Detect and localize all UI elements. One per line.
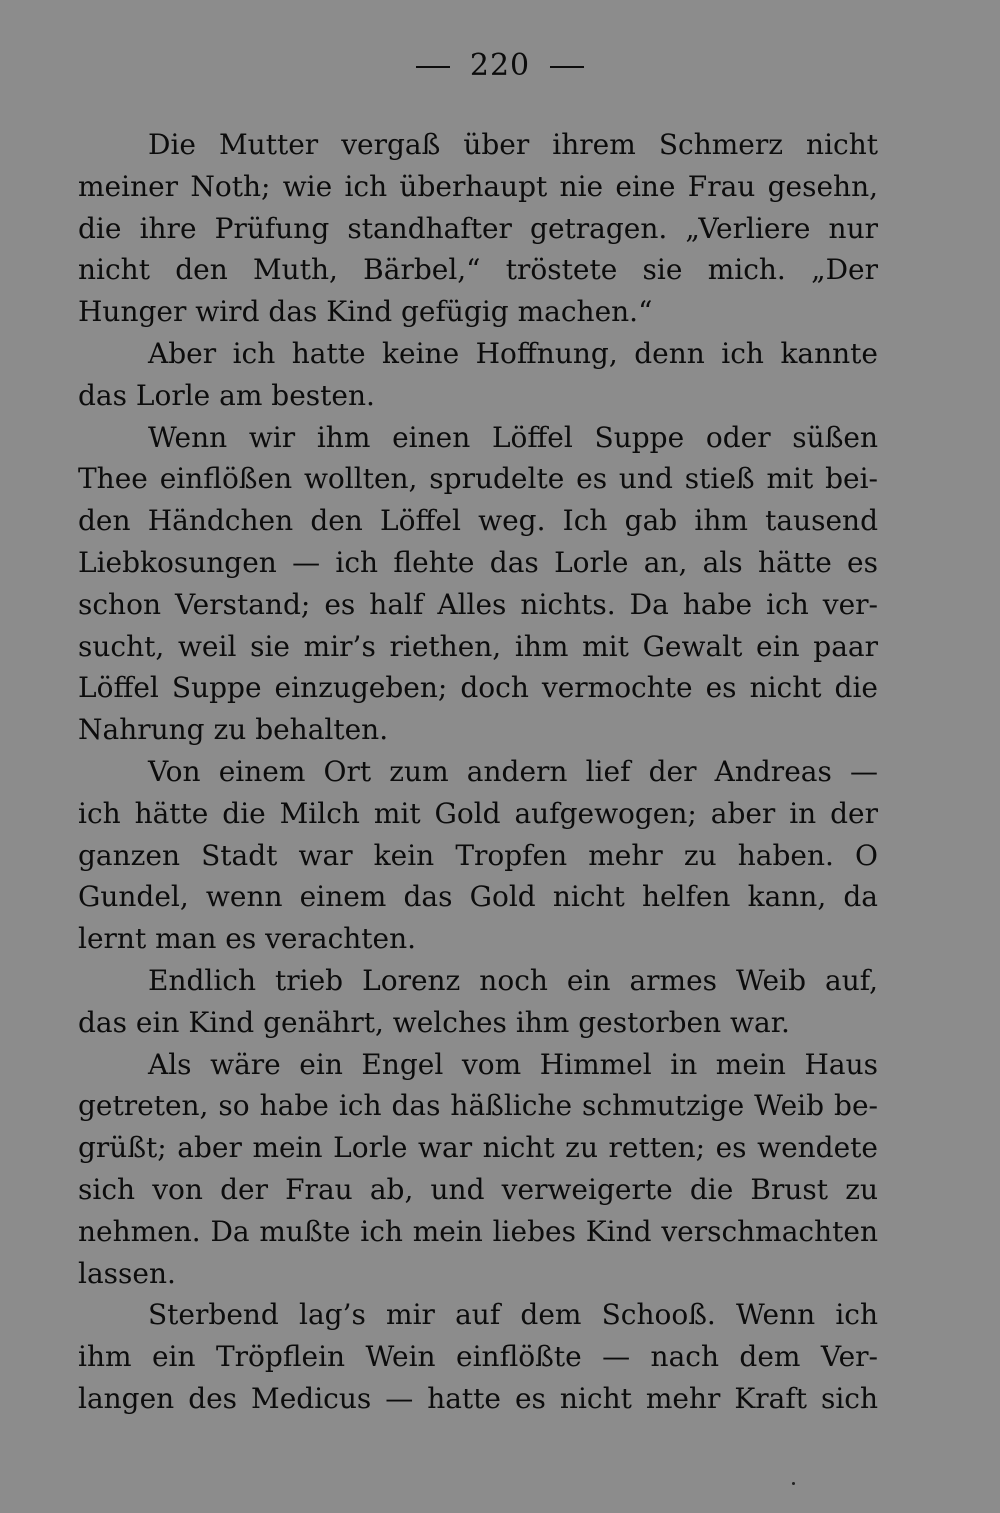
text-line: nicht den Muth, Bärbel,“ tröstete sie mich. „Der bbox=[78, 253, 878, 287]
print-speck bbox=[792, 1482, 795, 1485]
text-line: das Lorle am besten. bbox=[78, 378, 375, 412]
text-line: ihm ein Tröpflein Wein einflößte — nach dem Ver- bbox=[78, 1340, 878, 1374]
text-line: Die Mutter vergaß über ihrem Schmerz nicht bbox=[148, 128, 878, 161]
text-line: langen des Medicus — hatte es nicht mehr Kraft sich bbox=[78, 1381, 878, 1415]
text-line: das ein Kind genährt, welches ihm gestorben war. bbox=[78, 1005, 790, 1039]
page-header bbox=[0, 48, 1000, 83]
text-line: nehmen. Da mußte ich mein liebes Kind verschmachten bbox=[78, 1214, 878, 1248]
text-line: Als wäre ein Engel vom Himmel in mein Haus bbox=[148, 1047, 878, 1081]
text-line: Löffel Suppe einzugeben; doch vermochte es nicht die bbox=[78, 671, 878, 705]
text-line: lassen. bbox=[78, 1256, 176, 1290]
text-line: sich von der Frau ab, und verweigerte die Brust zu bbox=[78, 1172, 878, 1206]
text-line: lernt man es verachten. bbox=[78, 922, 417, 956]
text-line: Thee einflößen wollten, sprudelte es und stieß mit bei- bbox=[78, 462, 878, 496]
page-number: 220 bbox=[469, 48, 531, 83]
text-line: sucht, weil sie mir’s riethen, ihm mit Gewalt ein paar bbox=[78, 629, 878, 663]
text-line: getreten, so habe ich das häßliche schmutzige Weib be- bbox=[78, 1089, 878, 1123]
text-line: Endlich trieb Lorenz noch ein armes Weib auf, bbox=[148, 963, 878, 997]
text-line: Nahrung zu behalten. bbox=[78, 713, 389, 747]
body-text bbox=[78, 124, 878, 1420]
text-line: Gundel, wenn einem das Gold nicht helfen kann, da bbox=[78, 880, 878, 914]
text-line: den Händchen den Löffel weg. Ich gab ihm tausend bbox=[78, 504, 878, 538]
text-line: Hunger wird das Kind gefügig machen.“ bbox=[78, 295, 653, 329]
text-line: Wenn wir ihm einen Löffel Suppe oder süßen bbox=[148, 420, 878, 454]
text-line: ganzen Stadt war kein Tropfen mehr zu haben. O bbox=[78, 838, 878, 872]
text-line: grüßt; aber mein Lorle war nicht zu retten; es wendete bbox=[78, 1131, 878, 1165]
text-line: Aber ich hatte keine Hoffnung, denn ich kannte bbox=[148, 336, 878, 370]
text-line: die ihre Prüfung standhafter getragen. „Verliere nur bbox=[78, 211, 878, 245]
header-dash-right bbox=[550, 66, 584, 68]
text-line: schon Verstand; es half Alles nichts. Da habe ich ver- bbox=[78, 587, 878, 621]
header-dash-left bbox=[416, 66, 450, 68]
text-line: Liebkosungen — ich flehte das Lorle an, als hätte es bbox=[78, 545, 878, 579]
text-line: meiner Noth; wie ich überhaupt nie eine Frau gesehn, bbox=[78, 169, 878, 203]
text-line: ich hätte die Milch mit Gold aufgewogen; aber in der bbox=[78, 796, 878, 830]
text-line: Sterbend lag’s mir auf dem Schooß. Wenn ich bbox=[148, 1298, 878, 1332]
text-line: Von einem Ort zum andern lief der Andreas — bbox=[148, 754, 878, 788]
